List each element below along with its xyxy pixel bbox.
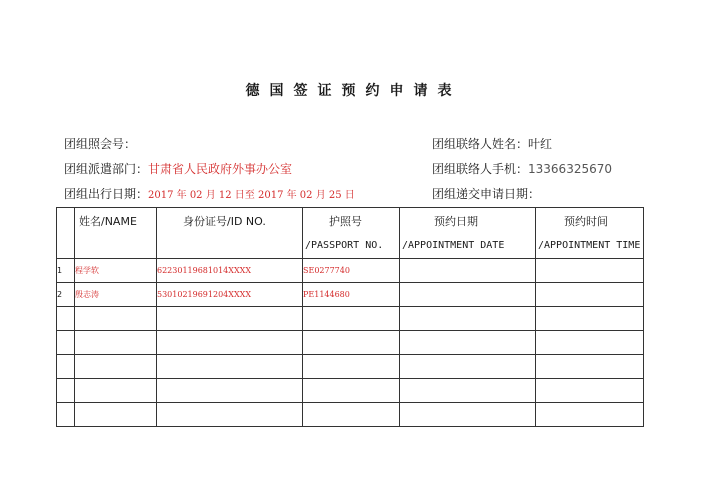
applicant-passport-number[interactable] — [303, 307, 400, 331]
column-header-passport: 护照号 /PASSPORT NO. — [303, 208, 400, 259]
column-header-id: 身份证号/ID NO. — [157, 208, 303, 259]
applicant-name[interactable]: 殷志涛 — [75, 283, 157, 307]
appointment-date-cell[interactable] — [400, 331, 536, 355]
contact-phone-value[interactable]: 13366325670 — [528, 162, 612, 176]
travel-date-field — [64, 187, 355, 203]
appointment-time-cell[interactable] — [536, 259, 644, 283]
table-row — [57, 331, 644, 355]
column-header-appointment-date: 预约日期 /APPOINTMENT DATE — [400, 208, 536, 259]
contact-phone-field — [432, 162, 612, 176]
submit-date-label: 团组递交申请日期： — [432, 187, 541, 201]
table-row — [57, 307, 644, 331]
appointment-time-cell[interactable] — [536, 307, 644, 331]
appointment-time-cell[interactable] — [536, 331, 644, 355]
row-index — [57, 355, 75, 379]
applicant-id-number[interactable]: 53010219691204XXXX — [157, 283, 303, 307]
table-row — [57, 379, 644, 403]
appointment-time-cell[interactable] — [536, 355, 644, 379]
appointment-date-cell[interactable] — [400, 259, 536, 283]
submit-date-field — [432, 187, 540, 201]
table-row — [57, 259, 644, 283]
contact-name-value[interactable]: 叶红 — [528, 137, 553, 151]
group-note-number-field — [64, 137, 136, 151]
contact-name-label: 团组联络人姓名： — [432, 137, 529, 151]
applicant-passport-number[interactable]: SE0277740 — [303, 259, 400, 283]
applicant-passport-number[interactable] — [303, 355, 400, 379]
dispatch-department-label: 团组派遣部门： — [64, 162, 149, 176]
appointment-time-cell[interactable] — [536, 403, 644, 427]
appointment-date-cell[interactable] — [400, 307, 536, 331]
travel-date-label: 团组出行日期： — [64, 187, 149, 201]
page-title: 德国签证预约申请表 — [245, 83, 462, 99]
travel-date-value[interactable]: 2017 年 02 月 12 日至 2017 年 02 月 25 日 — [148, 190, 355, 201]
applicant-name[interactable] — [75, 355, 157, 379]
row-index — [57, 307, 75, 331]
applicant-name[interactable] — [75, 331, 157, 355]
column-header-index — [57, 208, 75, 259]
column-header-name: 姓名/NAME — [75, 208, 157, 259]
appointment-date-cell[interactable] — [400, 403, 536, 427]
table-row — [57, 403, 644, 427]
row-index: 2 — [57, 283, 75, 307]
applicant-name[interactable]: 程学软 — [75, 259, 157, 283]
applicant-passport-number[interactable]: PE1144680 — [303, 283, 400, 307]
appointment-date-cell[interactable] — [400, 283, 536, 307]
contact-name-field — [432, 137, 552, 151]
column-header-appointment-time: 预约时间 /APPOINTMENT TIME — [536, 208, 644, 259]
applicant-passport-number[interactable] — [303, 331, 400, 355]
applicant-name[interactable] — [75, 379, 157, 403]
row-index — [57, 331, 75, 355]
group-note-number-label: 团组照会号： — [64, 137, 137, 151]
appointment-time-cell[interactable] — [536, 379, 644, 403]
applicant-id-number[interactable] — [157, 331, 303, 355]
row-index: 1 — [57, 259, 75, 283]
appointment-date-cell[interactable] — [400, 379, 536, 403]
dispatch-department-value[interactable]: 甘肃省人民政府外事办公室 — [148, 162, 293, 176]
applicant-id-number[interactable]: 62230119681014XXXX — [157, 259, 303, 283]
applicant-table — [56, 207, 644, 427]
applicant-id-number[interactable] — [157, 379, 303, 403]
table-header-row — [57, 208, 644, 259]
applicant-id-number[interactable] — [157, 355, 303, 379]
applicant-id-number[interactable] — [157, 307, 303, 331]
row-index — [57, 379, 75, 403]
appointment-time-cell[interactable] — [536, 283, 644, 307]
applicant-id-number[interactable] — [157, 403, 303, 427]
applicant-passport-number[interactable] — [303, 403, 400, 427]
applicant-passport-number[interactable] — [303, 379, 400, 403]
table-row — [57, 283, 644, 307]
contact-phone-label: 团组联络人手机： — [432, 162, 529, 176]
applicant-name[interactable] — [75, 307, 157, 331]
applicant-name[interactable] — [75, 403, 157, 427]
table-row — [57, 355, 644, 379]
row-index — [57, 403, 75, 427]
appointment-date-cell[interactable] — [400, 355, 536, 379]
dispatch-department-field — [64, 162, 292, 176]
